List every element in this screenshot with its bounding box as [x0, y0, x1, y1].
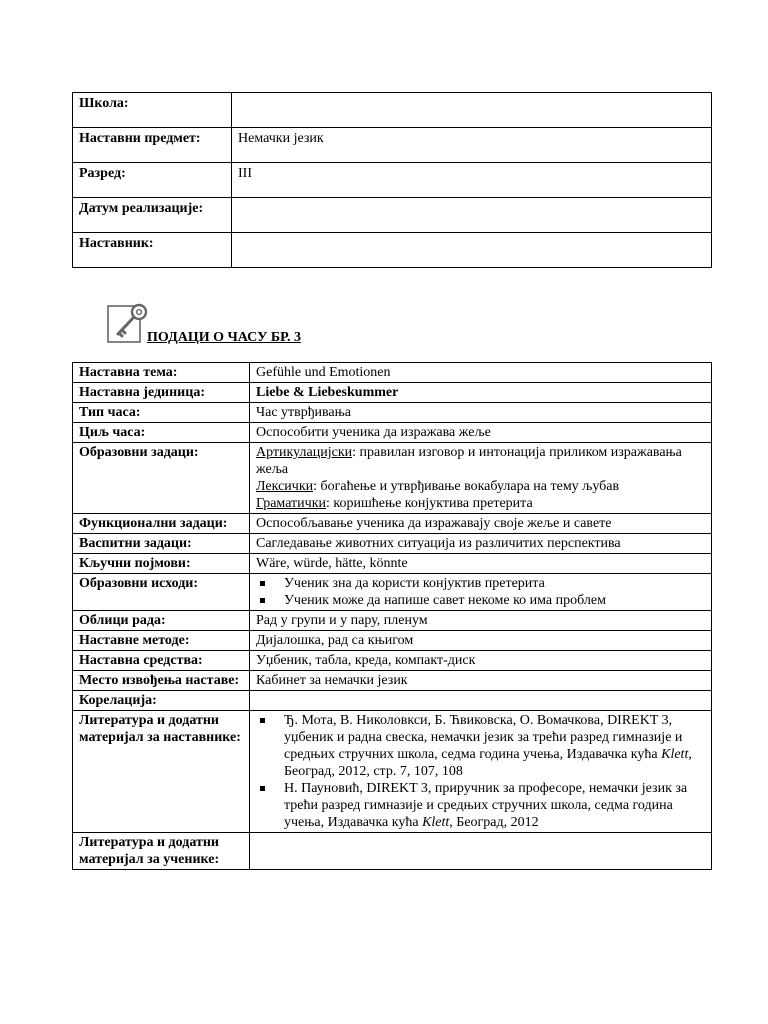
- topic-value: Gefühle und Emotionen: [250, 363, 712, 383]
- school-value: [232, 93, 712, 128]
- goal-row: [73, 423, 712, 443]
- key-icon: [106, 302, 150, 344]
- func-tasks-row: [73, 514, 712, 534]
- keywords-label: Кључни појмови:: [73, 554, 250, 574]
- methods-value: Дијалошка, рад са књигом: [250, 631, 712, 651]
- lesson-title-block: [106, 302, 506, 344]
- type-value: Час утврђивања: [250, 403, 712, 423]
- func-tasks-label: Функционални задаци:: [73, 514, 250, 534]
- edu-tasks-value: [250, 443, 712, 514]
- unit-value: Liebe & Liebeskummer: [250, 383, 712, 403]
- date-value: [232, 198, 712, 233]
- lit-students-label: Литература и додатни материјал за ученике:: [73, 833, 250, 870]
- means-value: Уџбеник, табла, креда, компакт-диск: [250, 651, 712, 671]
- grade-label: Разред:: [73, 163, 232, 198]
- methods-label: Наставне методе:: [73, 631, 250, 651]
- correlation-value: [250, 691, 712, 711]
- lexical-text: : богаћење и утврђивање вокабулара на тему љубав: [313, 479, 620, 494]
- place-value: Кабинет за немачки језик: [250, 671, 712, 691]
- date-label: Датум реализације:: [73, 198, 232, 233]
- lit-text: Ђ. Мота, В. Николовкси, Б. Ћвиковска, О. Вомачкова, DIREKT 3, уџбеник и радна свеска, немачки језик за трећи разред гимназије и средњих стручних школа, седма година учења, Издавачка кућа: [284, 713, 683, 762]
- lesson-title: ПОДАЦИ О ЧАСУ БР. 3: [147, 330, 301, 345]
- teacher-value: [232, 233, 712, 268]
- lesson-details-table: [72, 362, 712, 870]
- teacher-row: [73, 233, 712, 268]
- type-row: [73, 403, 712, 423]
- edu-tasks-row: [73, 443, 712, 514]
- outcomes-label: Образовни исходи:: [73, 574, 250, 611]
- keywords-value: Wäre, würde, hätte, könnte: [250, 554, 712, 574]
- date-row: [73, 198, 712, 233]
- unit-label: Наставна јединица:: [73, 383, 250, 403]
- correlation-row: [73, 691, 712, 711]
- lit-students-value: [250, 833, 712, 870]
- lit-text: Н. Пауновић, DIREKT 3, приручник за професоре, немачки језик за трећи разред гимназије и средњих стручних школа, седма година учења, Издавачка кућа: [284, 781, 688, 830]
- lit-text: , Београд, 2012: [449, 815, 539, 830]
- methods-row: [73, 631, 712, 651]
- type-label: Тип часа:: [73, 403, 250, 423]
- publisher-name: Klett: [661, 747, 689, 762]
- lit-teachers-label: Литература и додатни материјал за наставнике:: [73, 711, 250, 833]
- upbr-tasks-value: Сагледавање животних ситуација из различитих перспектива: [250, 534, 712, 554]
- means-row: [73, 651, 712, 671]
- topic-row: [73, 363, 712, 383]
- articulation-text: : правилан изговор и интонација приликом изражавања жеља: [256, 445, 682, 477]
- goal-value: Оспособити ученика да изражава жеље: [250, 423, 712, 443]
- place-label: Место извођења наставе:: [73, 671, 250, 691]
- topic-label: Наставна тема:: [73, 363, 250, 383]
- articulation-task: [256, 444, 705, 478]
- edu-tasks-label: Образовни задаци:: [73, 443, 250, 514]
- school-info-table: [72, 92, 712, 268]
- goal-label: Циљ часа:: [73, 423, 250, 443]
- lit-text: , Београд, 2012, стр. 7, 107, 108: [284, 747, 692, 779]
- school-label: Школа:: [73, 93, 232, 128]
- upbr-tasks-row: [73, 534, 712, 554]
- lit-students-row: [73, 833, 712, 870]
- grade-value: III: [232, 163, 712, 198]
- subject-row: [73, 128, 712, 163]
- means-label: Наставна средства:: [73, 651, 250, 671]
- teacher-label: Наставник:: [73, 233, 232, 268]
- lit-teachers-list: [256, 712, 705, 831]
- grammar-label: Граматички: [256, 496, 326, 511]
- outcome-text: Ученик може да напише савет некоме ко има проблем: [284, 593, 606, 608]
- school-row: [73, 93, 712, 128]
- upbr-tasks-label: Васпитни задаци:: [73, 534, 250, 554]
- publisher-name: Klett: [422, 815, 450, 830]
- func-tasks-value: Оспособљавање ученика да изражавају своје жеље и савете: [250, 514, 712, 534]
- grammar-text: : коришћење конјуктива претерита: [326, 496, 533, 511]
- grade-row: [73, 163, 712, 198]
- subject-value: Немачки језик: [232, 128, 712, 163]
- lit-teachers-value: [250, 711, 712, 833]
- articulation-label: Артикулацијски: [256, 445, 353, 460]
- lexical-label: Лексички: [256, 479, 314, 494]
- unit-row: [73, 383, 712, 403]
- list-item: [278, 780, 705, 831]
- subject-label: Наставни предмет:: [73, 128, 232, 163]
- grammar-task: [256, 495, 705, 512]
- place-row: [73, 671, 712, 691]
- lit-teachers-row: [73, 711, 712, 833]
- keywords-row: [73, 554, 712, 574]
- work-forms-row: [73, 611, 712, 631]
- list-item: [278, 712, 705, 780]
- list-item: [278, 575, 705, 592]
- work-forms-label: Облици рада:: [73, 611, 250, 631]
- outcomes-value: [250, 574, 712, 611]
- outcomes-row: [73, 574, 712, 611]
- correlation-label: Корелација:: [73, 691, 250, 711]
- outcome-text: Ученик зна да користи конјуктив претерита: [284, 576, 545, 591]
- lexical-task: [256, 478, 705, 495]
- list-item: [278, 592, 705, 609]
- outcomes-list: [256, 575, 705, 609]
- work-forms-value: Рад у групи и у пару, пленум: [250, 611, 712, 631]
